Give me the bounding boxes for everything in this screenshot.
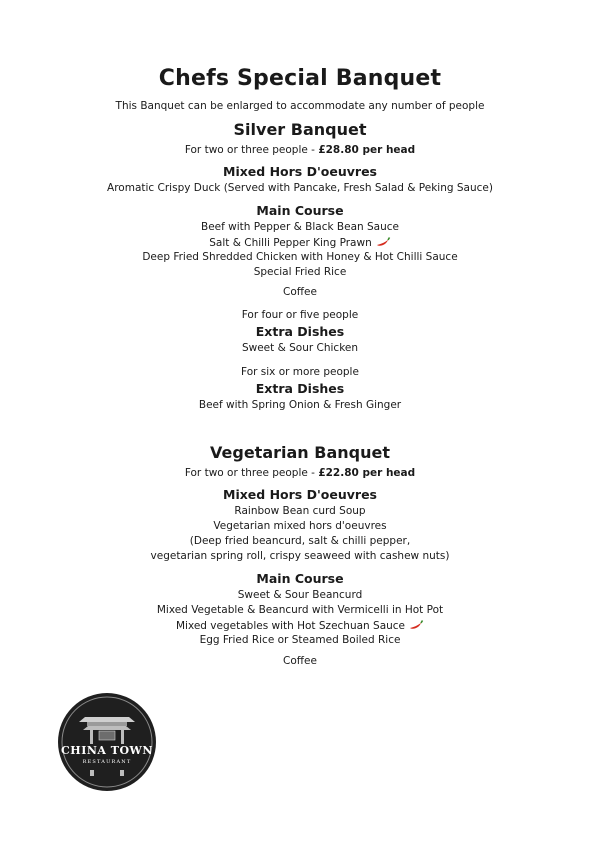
silver-extra2-note: For six or more people [241, 366, 359, 378]
silver-banquet-heading: Silver Banquet [233, 120, 367, 139]
page-title: Chefs Special Banquet [158, 66, 442, 91]
silver-main-item: Beef with Pepper & Black Bean Sauce [201, 221, 399, 233]
silver-starters-item: Aromatic Crispy Duck (Served with Pancake, Fresh Salad & Peking Sauce) [107, 182, 493, 194]
vegetarian-banquet-heading: Vegetarian Banquet [210, 443, 390, 462]
silver-starters-heading: Mixed Hors D'oeuvres [223, 164, 377, 179]
silver-main-item: Special Fried Rice [253, 266, 347, 278]
vegetarian-main-heading: Main Course [256, 571, 344, 586]
silver-coffee: Coffee [283, 286, 317, 298]
silver-main-heading: Main Course [256, 203, 344, 218]
vegetarian-coffee: Coffee [283, 655, 317, 667]
chilli-pepper-icon [408, 619, 424, 631]
vegetarian-price-prefix: For two or three people - [184, 467, 319, 479]
silver-main-item-spicy [0, 236, 600, 249]
silver-extra1-note: For four or five people [241, 309, 359, 321]
vegetarian-main-item: Mixed Vegetable & Beancurd with Vermicelli in Hot Pot [156, 604, 444, 616]
silver-price-line [0, 144, 600, 156]
logo-tagline: RESTAURANT [82, 759, 132, 765]
vegetarian-main-item-spicy [0, 619, 600, 632]
china-town-logo [57, 692, 157, 792]
logo-name: CHINA TOWN [61, 744, 153, 757]
vegetarian-starters-heading: Mixed Hors D'oeuvres [223, 487, 377, 502]
logo-badge-icon [57, 692, 157, 792]
silver-extra2-heading: Extra Dishes [255, 381, 345, 396]
vegetarian-price-line [0, 467, 600, 479]
vegetarian-starters-item: vegetarian spring roll, crispy seaweed with cashew nuts) [150, 550, 450, 562]
vegetarian-main-item: Mixed vegetables with Hot Szechuan Sauce [175, 620, 406, 632]
vegetarian-starters-item: (Deep fried beancurd, salt & chilli pepper, [189, 535, 411, 547]
vegetarian-starters-item: Rainbow Bean curd Soup [234, 505, 366, 517]
chilli-pepper-icon [375, 236, 391, 248]
vegetarian-price: £22.80 per head [318, 467, 416, 479]
page-subtitle: This Banquet can be enlarged to accommodate any number of people [115, 100, 485, 112]
vegetarian-main-item: Sweet & Sour Beancurd [237, 589, 363, 601]
silver-extra1-item: Sweet & Sour Chicken [241, 342, 359, 354]
vegetarian-starters-item: Vegetarian mixed hors d'oeuvres [213, 520, 387, 532]
silver-price-prefix: For two or three people - [184, 144, 319, 156]
silver-extra2-item: Beef with Spring Onion & Fresh Ginger [198, 399, 402, 411]
silver-extra1-heading: Extra Dishes [255, 324, 345, 339]
silver-main-item: Deep Fried Shredded Chicken with Honey & Hot Chilli Sauce [142, 251, 458, 263]
vegetarian-main-item: Egg Fried Rice or Steamed Boiled Rice [199, 634, 401, 646]
silver-main-item: Salt & Chilli Pepper King Prawn [209, 237, 372, 249]
silver-price: £28.80 per head [318, 144, 416, 156]
